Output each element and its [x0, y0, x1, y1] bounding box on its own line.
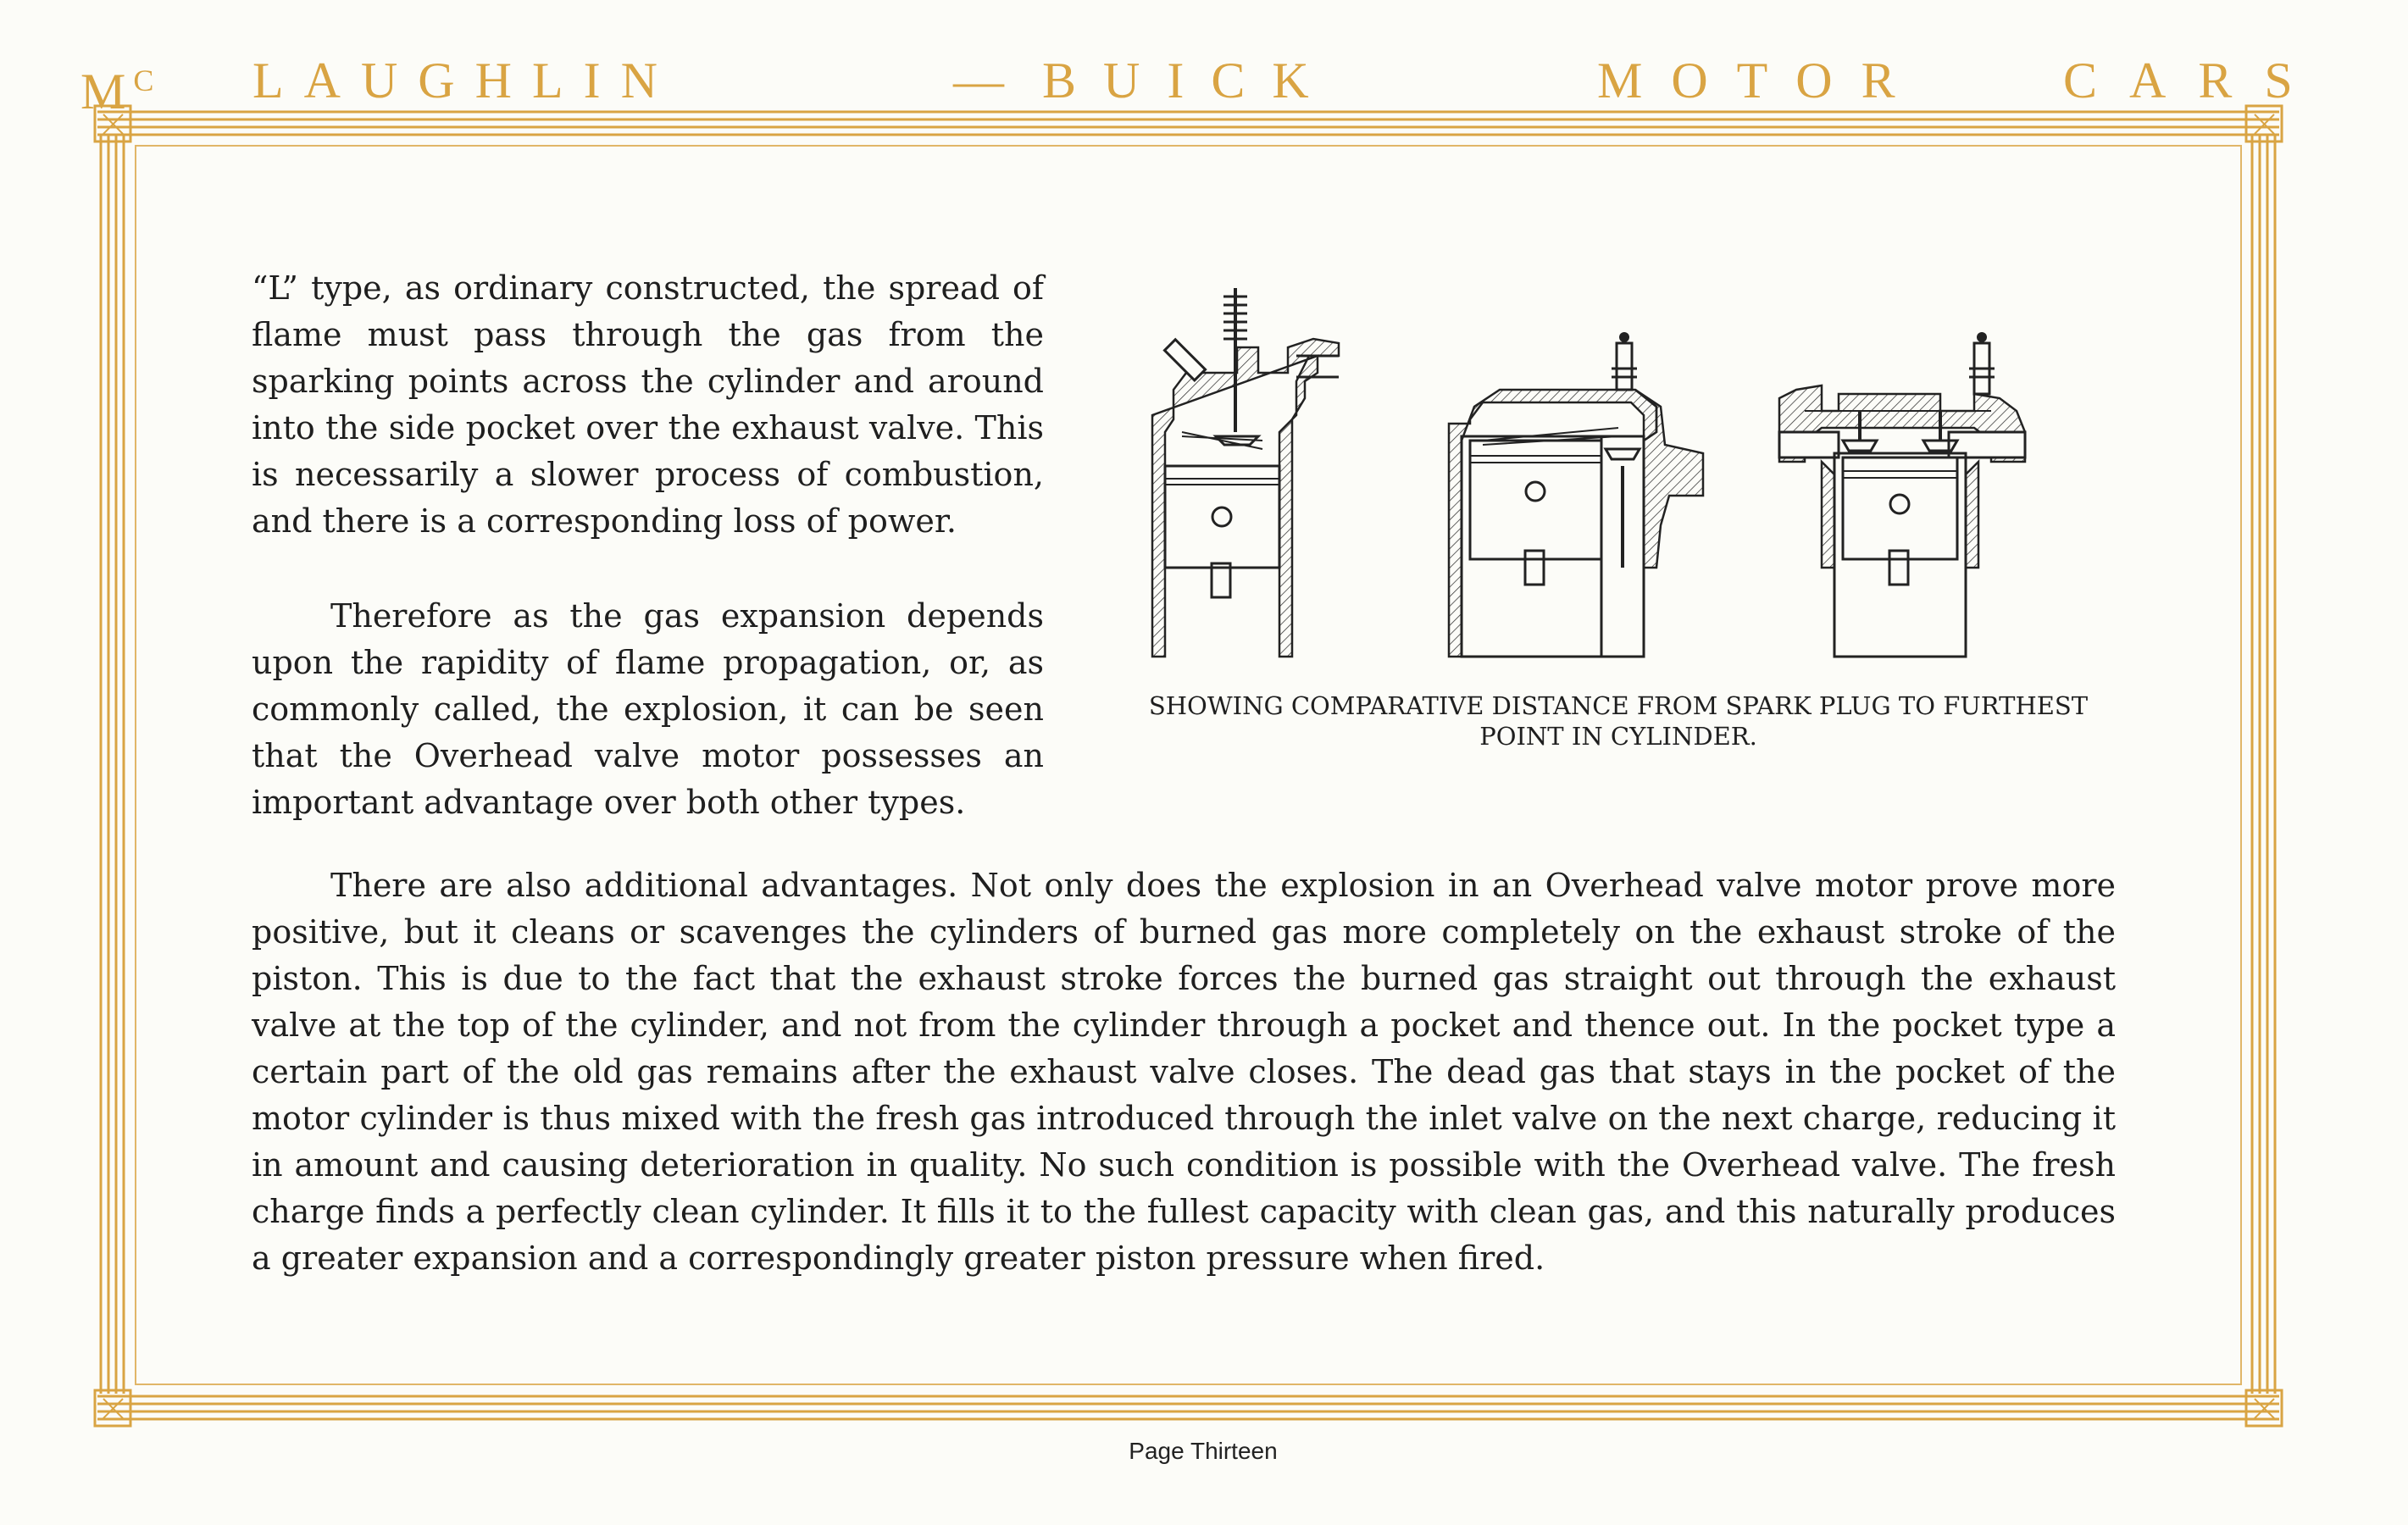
header-word-laughlin: LAUGHLIN [252, 53, 678, 108]
cylinder-overhead-valve [1779, 332, 2025, 657]
header-mc: $M^C$ [80, 64, 158, 119]
header-word-cars: CARS [2063, 53, 2325, 108]
page-number: Page Thirteen [1129, 1438, 1278, 1464]
header-word-motor: MOTOR [1597, 53, 1924, 108]
header-word-buick: BUICK [1042, 53, 1336, 108]
header-dash: — [953, 53, 1012, 108]
paragraph-l-type: “L” type, as ordinary constructed, the spread of flame must pass through the gas from the sparking points across the cylinder and around into the side pocket over the exhaust valve. This is necessarily a slower process of combustion, and there is a corresponding loss of power. [252, 269, 1044, 540]
cylinder-comparison-figure [1135, 271, 2135, 678]
figure-caption: SHOWING COMPARATIVE DISTANCE FROM SPARK PLUG TO FURTHEST POINT IN CYLINDER. [1148, 691, 2089, 751]
cylinder-t-head [1152, 288, 1339, 657]
cylinder-l-head [1449, 332, 1703, 657]
paragraph-additional-advantages: There are also additional advantages. Not only does the explosion in an Overhead valve motor prove more positive, but it cleans or scavenges the cylinders of burned gas more completely on the exhaust stroke of the piston. This is due to the fact that the exhaust stroke forces the burned gas straight out through the exhaust valve at the top of the cylinder, and not from the cylinder through a pocket and thence out. In the pocket type a certain part of the old gas remains after the exhaust valve closes. The dead gas that stays in the pocket of the motor cylinder is thus mixed with the fresh gas introduced through the inlet valve on the next charge, reducing it in amount and causing deterioration in quality. No such condition is possible with the Overhead valve. The fresh charge finds a perfectly clean cylinder. It fills it to the fullest capacity with clean gas, and this naturally produces a greater expansion and a correspondingly greater piston pressure when fired. [252, 867, 2116, 1277]
paragraph-gas-expansion: Therefore as the gas expansion depends upon the rapidity of flame propagation, or, as commonly called, the explosion, it can be seen that the Overhead valve motor possesses an important advantage over both other types. [252, 597, 1044, 821]
